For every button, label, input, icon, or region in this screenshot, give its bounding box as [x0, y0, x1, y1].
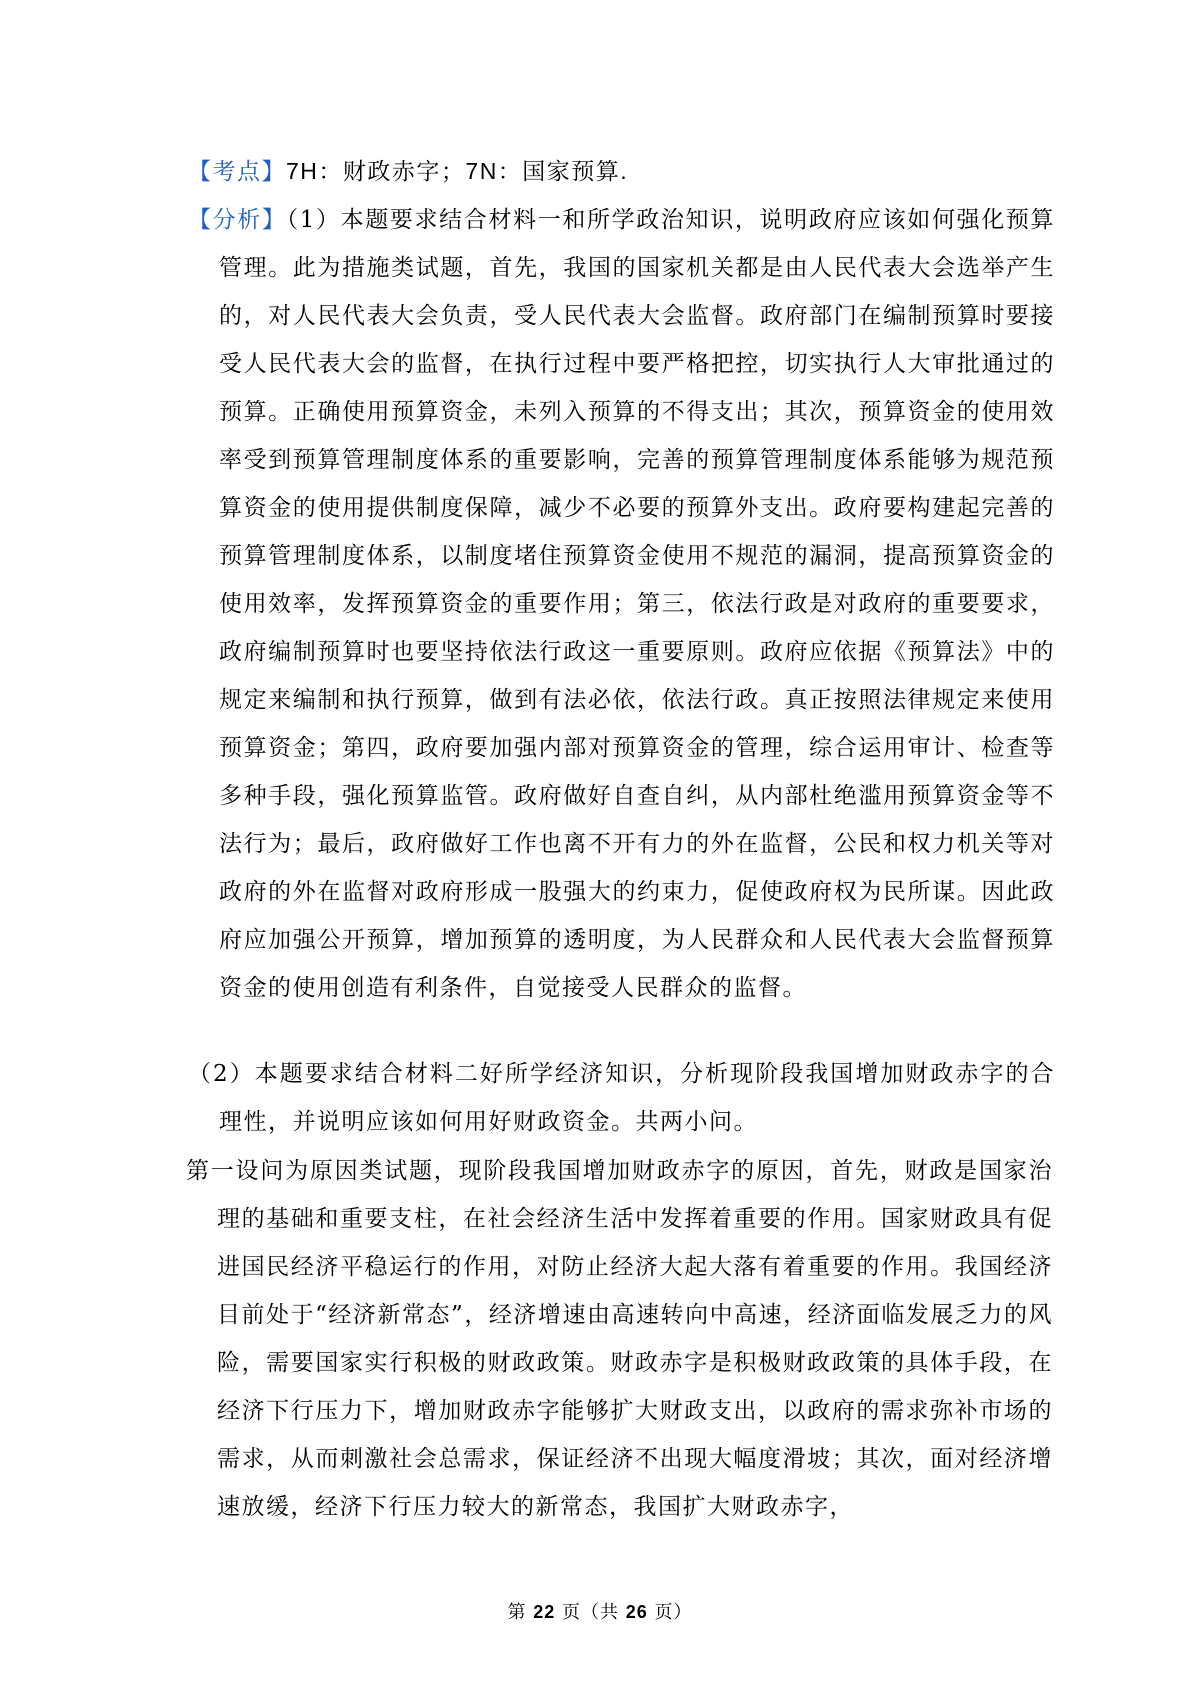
fenxi-paragraph	[188, 196, 1055, 1012]
part2-paragraph	[188, 1050, 1055, 1146]
part2-first-question-paragraph	[186, 1147, 1053, 1531]
part2-text: （2）本题要求结合材料二好所学经济知识，分析现阶段我国增加财政赤字的合理性，并说明应该如何用好财政资金。共两小问。	[188, 1061, 1055, 1135]
part2-first-text: 第一设问为原因类试题，现阶段我国增加财政赤字的原因，首先，财政是国家治理的基础和重要支柱，在社会经济生活中发挥着重要的作用。国家财政具有促进国民经济平稳运行的作用，对防止经济大起大落有着重要的作用。我国经济目前处于“经济新常态”，经济增速由高速转向中高速，经济面临发展乏力的风险，需要国家实行积极的财政政策。财政赤字是积极财政政策的具体手段，在经济下行压力下，增加财政赤字能够扩大财政支出，以政府的需求弥补市场的需求，从而刺激社会总需求，保证经济不出现大幅度滑坡；其次，面对经济增速放缓，经济下行压力较大的新常态，我国扩大财政赤字，	[186, 1158, 1053, 1520]
footer-prefix: 第	[507, 1602, 534, 1623]
page-footer	[0, 1600, 1200, 1625]
footer-total-pages: 26	[625, 1602, 648, 1622]
footer-middle: 页（共	[555, 1602, 626, 1623]
fenxi-text: （1）本题要求结合材料一和所学政治知识，说明政府应该如何强化预算管理。此为措施类试题，首先，我国的国家机关都是由人民代表大会选举产生的，对人民代表大会负责，受人民代表大会监督。政府部门在编制预算时要接受人民代表大会的监督，在执行过程中要严格把控，切实执行人大审批通过的预算。正确使用预算资金，未列入预算的不得支出；其次，预算资金的使用效率受到预算管理制度体系的重要影响，完善的预算管理制度体系能够为规范预算资金的使用提供制度保障，减少不必要的预算外支出。政府要构建起完善的预算管理制度体系，以制度堵住预算资金使用不规范的漏洞，提高预算资金的使用效率，发挥预算资金的重要作用；第三，依法行政是对政府的重要要求，政府编制预算时也要坚持依法行政这一重要原则。政府应依据《预算法》中的规定来编制和执行预算，做到有法必依，依法行政。真正按照法律规定来使用预算资金；第四，政府要加强内部对预算资金的管理，综合运用审计、检查等多种手段，强化预算监管。政府做好自查自纠，从内部杜绝滥用预算资金等不法行为；最后，政府做好工作也离不开有力的外在监督，公民和权力机关等对政府的外在监督对政府形成一股强大的约束力，促使政府权为民所谋。因此政府应加强公开预算，增加预算的透明度，为人民群众和人民代表大会监督预算资金的使用创造有利条件，自觉接受人民群众的监督。	[219, 207, 1055, 1001]
fenxi-tag: 【分析】	[188, 207, 287, 233]
kaodian-paragraph	[188, 147, 1024, 196]
footer-page-number: 22	[533, 1602, 556, 1622]
kaodian-tag: 【考点】	[188, 159, 286, 185]
kaodian-text: 7H：财政赤字；7N：国家预算.	[286, 158, 629, 184]
footer-suffix: 页）	[647, 1602, 693, 1623]
